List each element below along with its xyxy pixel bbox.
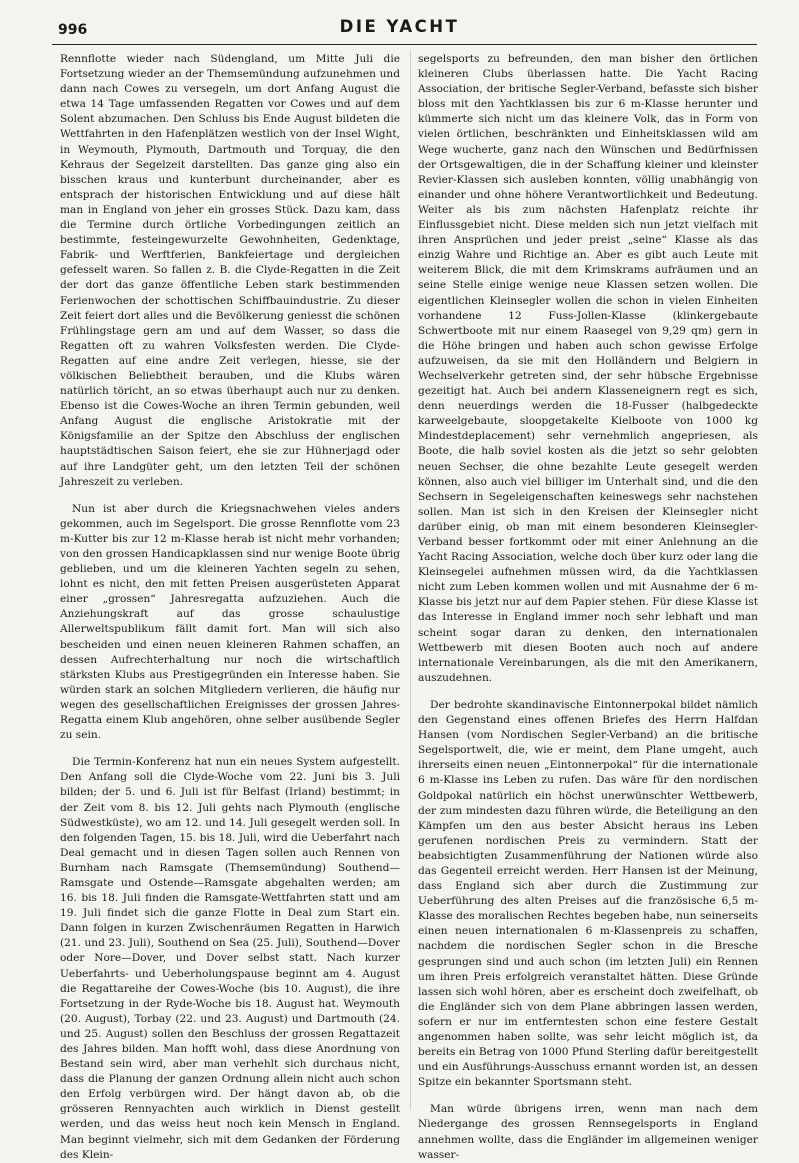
left-column xyxy=(60,52,400,1163)
right-column xyxy=(418,52,758,1163)
paragraph: Rennflotte wieder nach Südengland, um Mitte Juli die Fortsetzung wieder an der Themsemündung aufzunehmen und dann nach Cowes zu versegeln, um dort Anfang August die etwa 14 Tage umfassenden Regatten vor Cowes und auf dem Solent abzumachen. Den Schluss bis Ende August bildeten die Wettfahrten in den Hafenplätzen westlich von der Insel Wight, in Weymouth, Plymouth, Dartmouth und Torquay, die den Kehraus der Segelzeit darstellten. Das ganze ging also ein bisschen kraus und kunterbunt durcheinander, aber es entsprach der historischen Entwicklung und auf diese hält man in England von jeher ein grosses Stück. Dazu kam, dass die Termine durch örtliche Vorbedingungen zeitlich an bestimmte, festeingewurzelte Gewohnheiten, Gedenktage, Fabrik- und Werftferien, Bankfeiertage und dergleichen gefesselt waren. So fallen z. B. die Clyde-Regatten in die Zeit der dort das ganze öffentliche Leben stark bestimmenden Ferienwochen der schottischen Schiffbauindustrie. Zu dieser Zeit feiert dort alles und die Bevölkerung geniesst die schönen Frühlingstage gern am und auf dem Wasser, so dass die Regatten oft zu wahren Volksfesten werden. Die Clyde-Regatten auf eine andre Zeit verlegen, hiesse, sie der völkischen Beliebtheit berauben, und die Klubs wären natürlich töricht, an so etwas überhaupt auch nur zu denken. Ebenso ist die Cowes-Woche an ihren Termin gebunden, weil Anfang August die englische Aristokratie mit der Königsfamilie an der Spitze den Abschluss der englischen hauptstädtischen Saison feiert, ehe sie zur Hühnerjagd oder auf ihre Landgüter geht, um den letzten Teil der schönen Jahreszeit zu verleben. xyxy=(60,53,400,488)
column-divider xyxy=(410,50,411,1110)
paragraph: Nun ist aber durch die Kriegsnachwehen vieles anders gekommen, auch im Segelsport. Die grosse Rennflotte vom 23 m-Kutter bis zur 12 m-Klasse herab ist nicht mehr vorhanden; von den grossen Handicapklassen sind nur wenige Boote übrig geblieben, und um die kleineren Yachten segeln zu sehen, lohnt es nicht, den mit fetten Preisen ausgerüsteten Apparat einer „grossen“ Jahresregatta aufzuziehen. Auch die Anziehungskraft auf das grosse schaulustige Allerweltspublikum fällt damit fort. Man will sich also bescheiden und einen neuen kleineren Rahmen schaffen, an dessen Aufrechterhaltung nur noch die wirtschaftlich stärksten Klubs aus Prestigegründen ein Interesse haben. Sie würden stark an solchen Mitgliedern verlieren, die häufig nur wegen des gesellschaftlichen Ereignisses der grossen Jahres-Regatta einem Klub angehören, ohne selber ausübende Segler zu sein. xyxy=(60,502,400,742)
header-rule xyxy=(52,44,757,45)
paragraph: Die Termin-Konferenz hat nun ein neues System aufgestellt. Den Anfang soll die Clyde-Woche vom 22. Juni bis 3. Juli bilden; der 5. und 6. Juli ist für Belfast (Irland) bestimmt; in der Zeit vom 8. bis 12. Juli gehts nach Plymouth (englische Südwestküste), wo am 12. und 14. Juli gesegelt werden soll. In den folgenden Tagen, 15. bis 18. Juli, wird die Ueberfahrt nach Deal gemacht und in diesen Tagen sollen auch Rennen von Burnham nach Ramsgate (Themsemündung) Southend—Ramsgate und Ostende—Ramsgate abgehalten werden; am 16. bis 18. Juli finden die Ramsgate-Wettfahrten statt und am 19. Juli findet sich die ganze Flotte in Deal zum Start ein. Dann folgen in kurzen Zwischenräumen Regatten in Harwich (21. und 23. Juli), Southend on Sea (25. Juli), Southend—Dover oder Nore—Dover, und Dover selbst statt. Nach kurzer Ueberfahrts- und Ueberholungspause beginnt am 4. August die Regattareihe der Cowes-Woche (bis 10. August), die ihre Fortsetzung in der Ryde-Woche bis 18. August hat. Weymouth (20. August), Torbay (22. und 23. August) und Dartmouth (24. und 25. August) sollen den Beschluss der grossen Regattazeit des Jahres bilden. Man hofft wohl, dass diese Anordnung von Bestand sein wird, aber man verhehlt sich durchaus nicht, dass die Planung der ganzen Ordnung allein nicht auch schon den Erfolg verbürgen wird. Der hängt davon ab, ob die grösseren Rennyachten auch wirklich in Dienst gestellt werden, und das weiss heut noch kein Mensch in England. Man beginnt vielmehr, sich mit dem Gedanken der Förderung des Klein- xyxy=(60,756,400,1161)
paragraph: Der bedrohte skandinavische Eintonnerpokal bildet nämlich den Gegenstand eines offenen Briefes des Herrn Halfdan Hansen (vom Nordischen Segler-Verband) an die britische Segelsportwelt, die, wie er meint, dem Plane umgeht, auch ihrerseits einen neuen „Eintonnerpokal“ für die internationale 6 m-Klasse ins Leben zu rufen. Das wäre für den nordischen Goldpokal natürlich ein höchst unerwünschter Wettbewerb, der zum mindesten dazu führen würde, die Beteiligung an den Kämpfen um den aus bester Absicht heraus ins Leben gerufenen nordischen Preis zu vermindern. Statt der beabsichtigten Zusammenführung der Nationen würde also das Gegenteil erreicht werden. Herr Hansen ist der Meinung, dass England sich aber durch die Zustimmung zur Ueberführung des alten Preises auf die französische 6,5 m-Klasse des moralischen Rechtes begeben habe, nun seinerseits einen neuen internationalen 6 m-Klassenpreis zu schaffen, nachdem die nordischen Segler schon in die Bresche gesprungen sind und auch schon (im letzten Juli) ein Rennen um ihren Preis erfolgreich veranstaltet hätten. Diese Gründe lassen sich wohl hören, aber es erscheint doch zweifelhaft, ob die Engländer sich von dem Plane abbringen lassen werden, sofern er nur im entferntesten schon eine festere Gestalt angenommen haben sollte, was sehr leicht möglich ist, da bereits ein Betrag von 1000 Pfund Sterling dafür bereitgestellt und ein Ausführungs-Ausschuss ernannt worden ist, an dessen Spitze ein bekannter Sportsmann steht. xyxy=(418,698,758,1089)
paragraph: segelsports zu befreunden, den man bisher den örtlichen kleineren Clubs überlassen hatte. Die Yacht Racing Association, der britische Segler-Verband, befasste sich bisher bloss mit den Yachtklassen bis zur 6 m-Klasse herunter und kümmerte sich nicht um das kleinere Volk, das in Form von vielen örtlichen, beschränkten und Einheitsklassen wild am Wege wucherte, ganz nach den Wünschen und Bedürfnissen der Ortsgewaltigen, die in der Schaffung kleiner und kleinster Revier-Klassen sich ausleben konnten, völlig unabhängig von einander und ohne höhere Verantwortlichkeit und Bedeutung. Weiter als bis zum nächsten Hafenplatz reichte ihr Einflussgebiet nicht. Diese melden sich nun jetzt vielfach mit ihren Ansprüchen und jeder preist „seine“ Klasse als das einzig Wahre und Richtige an. Aber es gibt auch Leute mit weiterem Blick, die mit dem Krimskrams aufräumen und an seine Stelle einige wenige neue Klassen setzen wollen. Die eigentlichen Kleinsegler wollen die schon in vielen Einheiten vorhandene 12 Fuss-Jollen-Klasse (klinkergebaute Schwertboote mit nur einem Raasegel von 9,29 qm) gern in die Höhe bringen und haben auch schon gewisse Erfolge aufzuweisen, da sie mit den Holländern und Belgiern in Wechselverkehr getreten sind, der sehr hübsche Ergebnisse gezeitigt hat. Auch bei andern Klasseneignern regt es sich, denn neuerdings werden die 18-Fusser (halbgedeckte karweelgebaute, sloopgetakelte Kielboote von 1000 kg Mindestdeplacement) sehr vernehmlich angepriesen, als Boote, die halb soviel kosten als die jetzt so sehr gelobten neuen Sechser, die ohne bezahlte Leute gesegelt werden können, also auch viel billiger im Unterhalt sind, und die den Sechsern in Segeleigenschaften keineswegs sehr nachstehen sollen. Man ist sich in den Kreisen der Kleinsegler nicht darüber einig, ob man mit einem besonderen Kleinsegler-Verband besser fortkommt oder mit einer Anlehnung an die Yacht Racing Association, welche doch über kurz oder lang die Kleinsegelei aufnehmen müssen wird, da die Yachtklassen nicht zum Leben kommen wollen und mit Ausnahme der 6 m-Klasse bis jetzt nur auf dem Papier stehen. Für diese Klasse ist das Interesse in England immer noch sehr lebhaft und man scheint sogar daran zu denken, den internationalen Wettbewerb mit diesen Booten auch noch auf andere internationale Vereinbarungen, als die mit den Amerikanern, auszudehnen. xyxy=(418,53,758,684)
paragraph: Man würde übrigens irren, wenn man nach dem Niedergange des grossen Rennsegelsports in England annehmen wollte, dass die Engländer im allgemeinen weniger wasser- xyxy=(418,1103,758,1161)
page-title: DIE YACHT xyxy=(339,17,460,36)
page-number: 996 xyxy=(58,22,88,38)
